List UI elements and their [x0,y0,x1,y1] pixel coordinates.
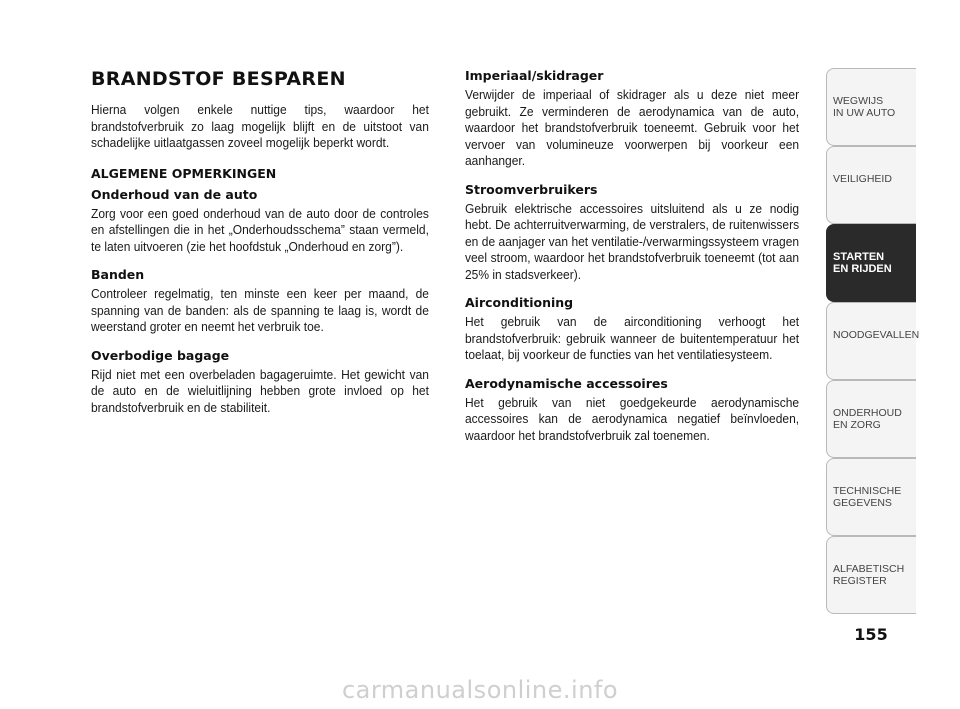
section-heading-general: ALGEMENE OPMERKINGEN [91,165,277,181]
right-column [465,64,813,444]
tab-onderhoud-en-zorg[interactable] [826,380,916,458]
subheading-air-conditioning: Airconditioning [465,295,574,310]
paragraph-air-conditioning: Het gebruik van de airconditioning verhoogt het brandstofverbruik: gebruik wanneer de buitentemperatuur het toelaat, bij voorkeur de functies van het ventilatiesysteem. [465,315,800,362]
chapter-sidebar [826,68,920,614]
paragraph-power-consumers: Gebruik elektrische accessoires uitsluitend als u ze nodig hebt. De achterruitverwarming, de verstralers, de ruitenwissers en de aanjager van het ventilatie-/verwarmingssysteem vragen veel stroom, waardoor het brandstofverbruik toeneemt (tot aan 25% in stadsverkeer). [465,201,800,282]
tab-technische-gegevens[interactable] [826,458,916,536]
subheading-luggage: Overbodige bagage [91,347,230,363]
paragraph-maintenance: Zorg voor een goed onderhoud van de auto door de controles en afstellingen die in het „Onderhoudsschema” staan vermeld, te laten uitvoeren (zie het hoofdstuk „Onderhoud en zorg”). [91,206,429,254]
tab-label: TECHNISCHE GEGEVENS [833,485,902,509]
intro-paragraph: Hierna volgen enkele nuttige tips, waardoor het brandstofverbruik zo laag mogelijk blijft en de uitstoot van schadelijke uitlaatgassen zoveel mogelijk beperkt wordt. [91,103,429,150]
tab-label: WEGWIJS IN UW AUTO [833,95,896,119]
tab-label: VEILIGHEID [833,173,892,185]
tab-label: STARTEN EN RIJDEN [833,251,892,275]
tab-noodgevallen[interactable] [826,302,920,380]
left-column [91,64,443,416]
paragraph-roof-rack: Verwijder de imperiaal of skidrager als u deze niet meer gebruikt. Ze verminderen de aerodynamica van de auto, waardoor het brandstofverbruik toeneemt. Gebruik voor het vervoer van volumineuze voorwerpen bij voorkeur een aanhanger. [465,88,800,168]
paragraph-aero-accessories: Het gebruik van niet goedgekeurde aerodynamische accessoires kan de aerodynamica negatief beïnvloeden, waardoor het brandstofverbruik zal toenemen. [465,395,800,443]
subheading-power-consumers: Stroomverbruikers [465,181,598,197]
paragraph-luggage: Rijd niet met een overbeladen bagageruimte. Het gewicht van de auto en de wieluitlijning hebben grote invloed op het brandstofverbruik en de stabiliteit. [91,367,429,415]
watermark-text: carmanualsonline.info [341,676,619,704]
tab-alfabetisch-register[interactable] [826,536,916,614]
tab-label: NOODGEVALLEN [833,329,920,341]
tab-wegwijs[interactable] [826,68,916,146]
subheading-maintenance: Onderhoud van de auto [91,186,258,202]
page-title: BRANDSTOF BESPAREN [91,68,346,90]
tab-veiligheid[interactable] [826,146,916,224]
subheading-aero-accessories: Aerodynamische accessoires [465,375,668,391]
paragraph-tires: Controleer regelmatig, ten minste een keer per maand, de spanning van de banden: als de spanning te laag is, wordt de weerstand groter en neemt het verbruik toe. [91,287,429,334]
tab-label: ONDERHOUD EN ZORG [833,407,902,431]
subheading-roof-rack: Imperiaal/skidrager [465,68,604,83]
subheading-tires: Banden [91,267,145,282]
page-number: 155 [854,625,888,644]
tab-starten-en-rijden[interactable] [826,224,916,302]
tab-label: ALFABETISCH REGISTER [833,563,905,587]
